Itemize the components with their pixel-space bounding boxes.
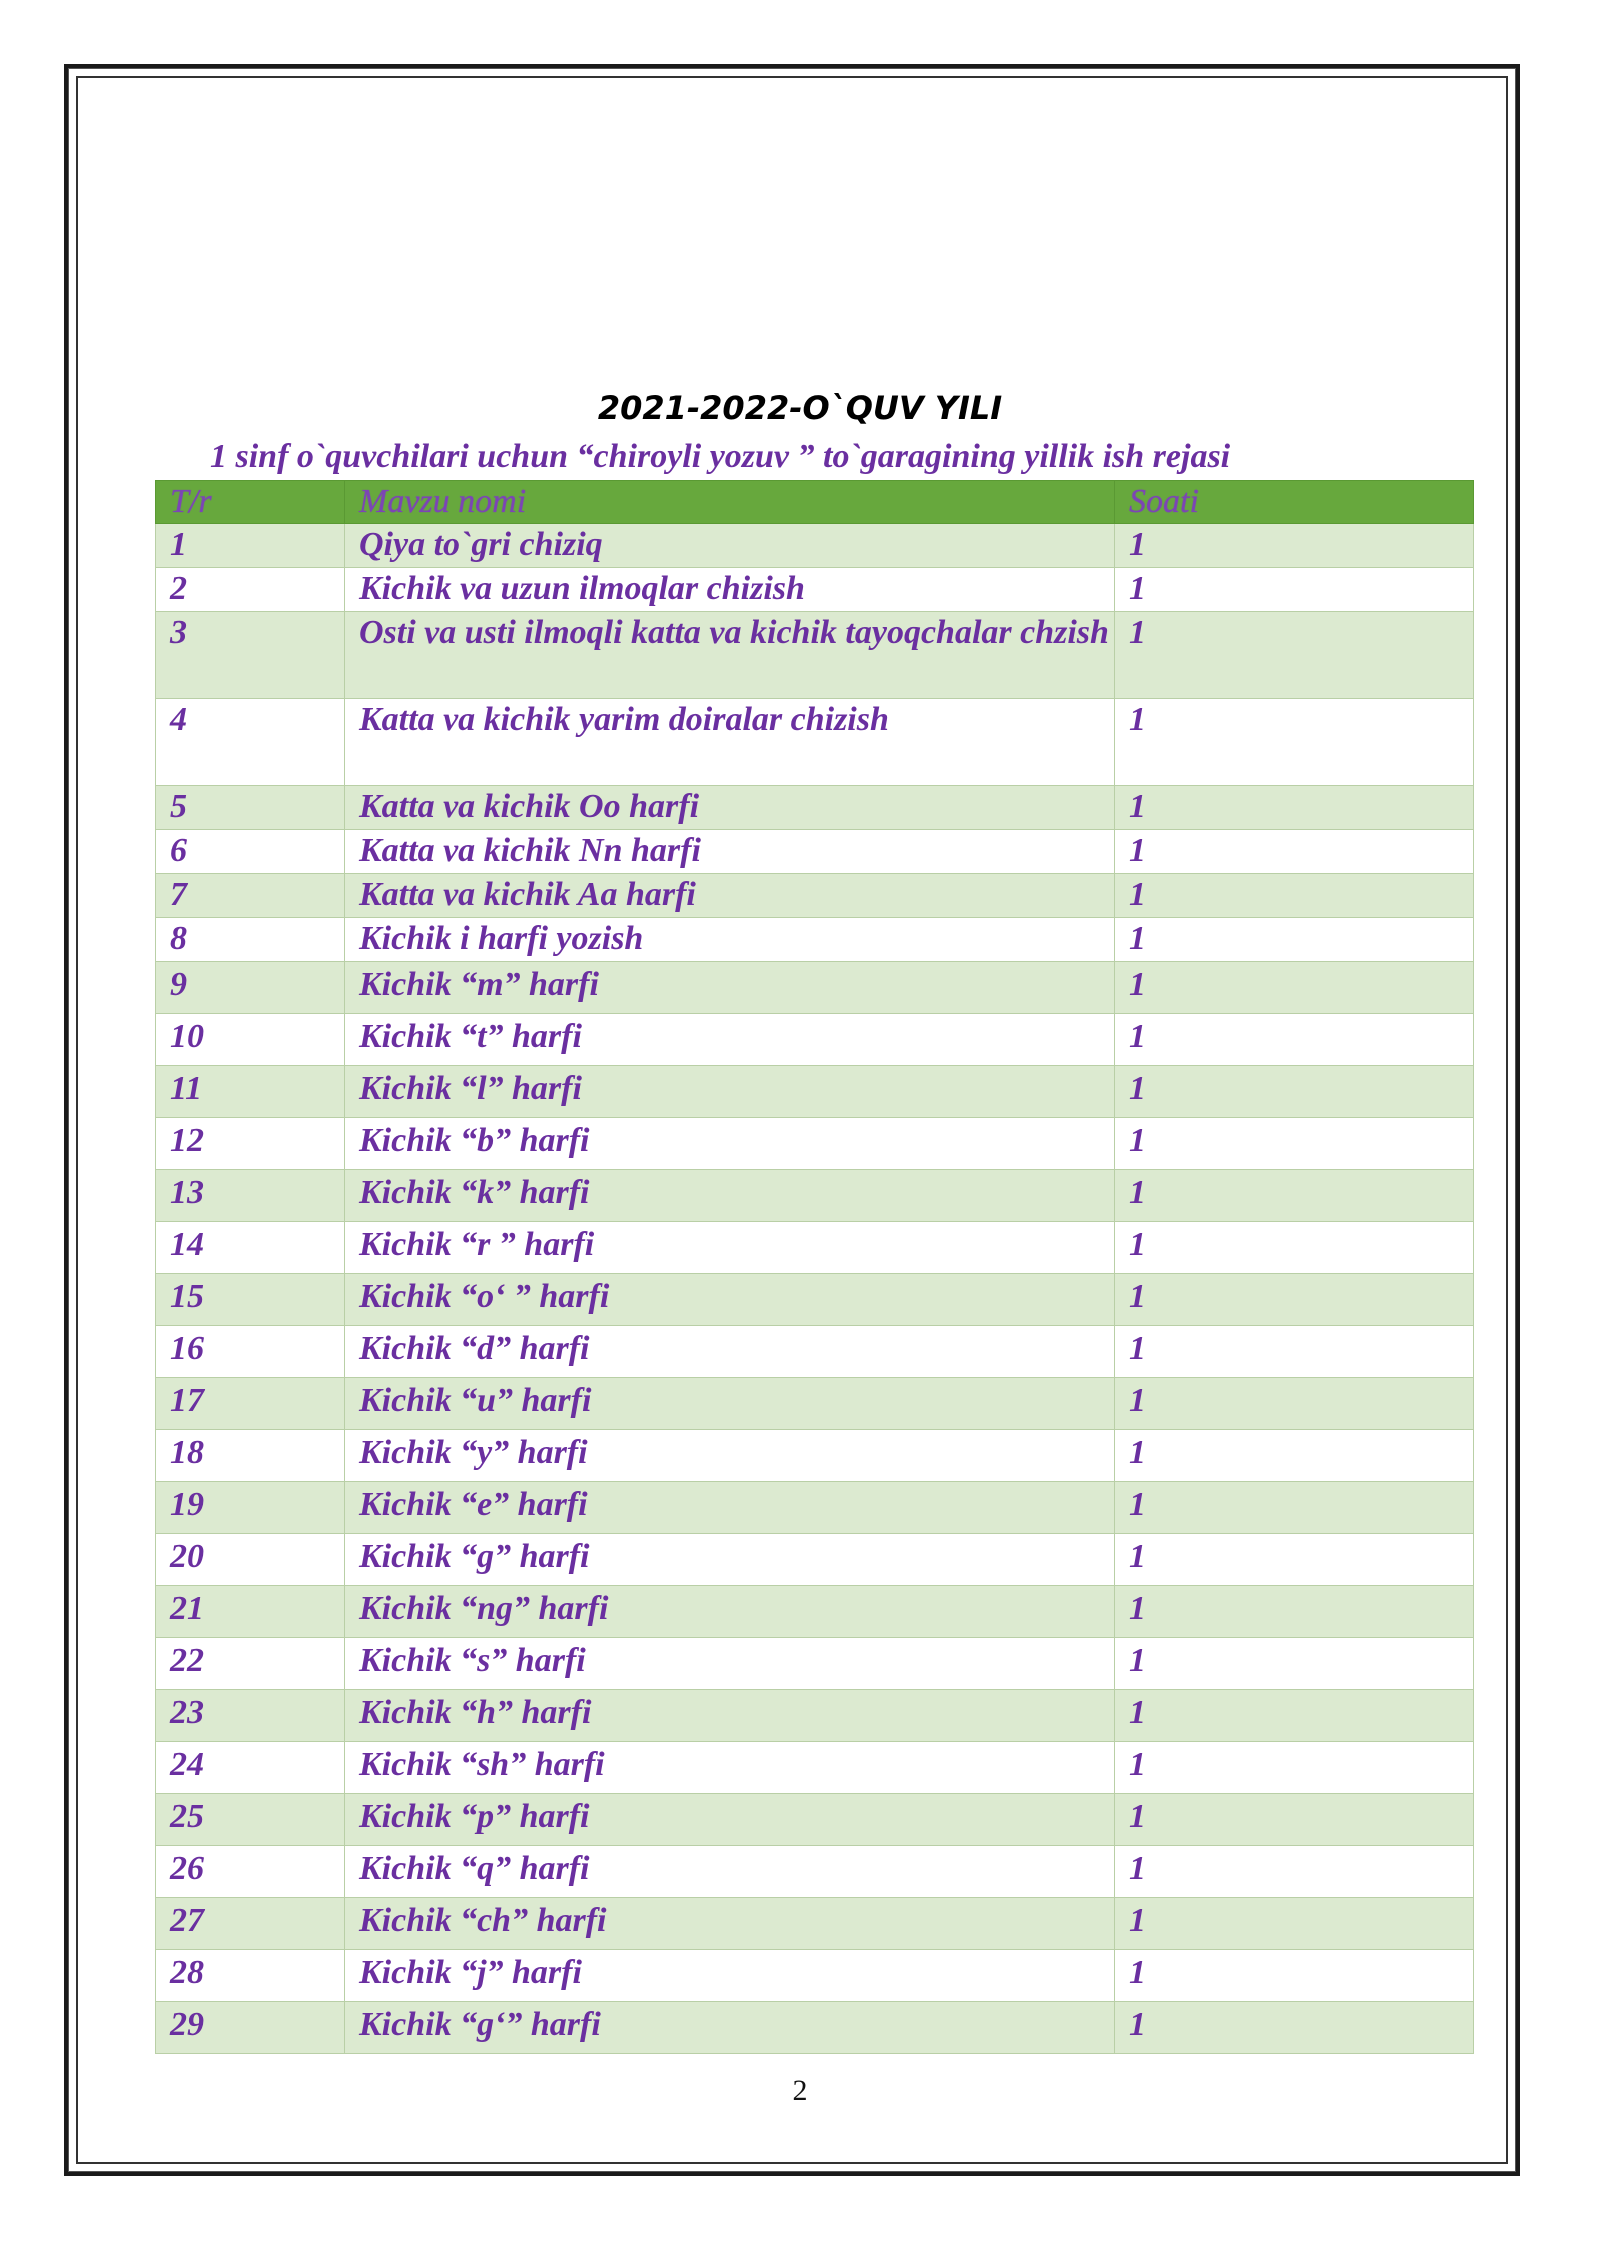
row-hours-cell: 1 <box>1115 1222 1474 1274</box>
table-row <box>156 918 1474 962</box>
row-number-cell: 10 <box>156 1014 345 1066</box>
row-hours-cell: 1 <box>1115 1534 1474 1586</box>
row-topic-cell: Kichik “q” harfi <box>345 1846 1115 1898</box>
row-number-cell: 27 <box>156 1898 345 1950</box>
plan-subtitle: 1 sinf o`quvchilari uchun “chiroyli yozuv ” to`garagining yillik ish rejasi <box>210 438 1231 475</box>
row-number-cell: 11 <box>156 1066 345 1118</box>
table-row <box>156 568 1474 612</box>
table-row <box>156 1326 1474 1378</box>
table-row <box>156 1430 1474 1482</box>
row-topic-cell: Kichik “y” harfi <box>345 1430 1115 1482</box>
row-topic-cell: Kichik “p” harfi <box>345 1794 1115 1846</box>
table-row <box>156 1898 1474 1950</box>
row-number-cell: 20 <box>156 1534 345 1586</box>
row-topic-cell: Kichik “g‘” harfi <box>345 2002 1115 2054</box>
row-topic-cell: Kichik “b” harfi <box>345 1118 1115 1170</box>
row-number-cell: 2 <box>156 568 345 612</box>
column-header-hours: Soati <box>1115 481 1474 524</box>
row-number-cell: 18 <box>156 1430 345 1482</box>
table-row <box>156 1378 1474 1430</box>
table-row <box>156 1950 1474 2002</box>
column-header-topic: Mavzu nomi <box>345 481 1115 524</box>
row-topic-cell: Katta va kichik Aa harfi <box>345 874 1115 918</box>
row-topic-cell: Kichik “o‘ ” harfi <box>345 1274 1115 1326</box>
row-hours-cell: 1 <box>1115 874 1474 918</box>
row-topic-cell: Kichik “s” harfi <box>345 1638 1115 1690</box>
row-topic-cell: Kichik “j” harfi <box>345 1950 1115 2002</box>
row-topic-cell: Kichik “g” harfi <box>345 1534 1115 1586</box>
row-topic-cell: Kichik “h” harfi <box>345 1690 1115 1742</box>
row-hours-cell: 1 <box>1115 1326 1474 1378</box>
row-number-cell: 13 <box>156 1170 345 1222</box>
row-topic-cell: Kichik “k” harfi <box>345 1170 1115 1222</box>
row-topic-cell: Kichik “e” harfi <box>345 1482 1115 1534</box>
row-number-cell: 5 <box>156 786 345 830</box>
row-number-cell: 23 <box>156 1690 345 1742</box>
row-hours-cell: 1 <box>1115 1586 1474 1638</box>
row-number-cell: 16 <box>156 1326 345 1378</box>
row-hours-cell: 1 <box>1115 568 1474 612</box>
row-number-cell: 7 <box>156 874 345 918</box>
row-hours-cell: 1 <box>1115 1170 1474 1222</box>
table-row <box>156 786 1474 830</box>
table-row <box>156 1534 1474 1586</box>
row-hours-cell: 1 <box>1115 1794 1474 1846</box>
row-number-cell: 21 <box>156 1586 345 1638</box>
table-row <box>156 699 1474 786</box>
row-number-cell: 12 <box>156 1118 345 1170</box>
row-hours-cell: 1 <box>1115 699 1474 786</box>
row-topic-cell: Kichik “u” harfi <box>345 1378 1115 1430</box>
table-row <box>156 1690 1474 1742</box>
row-hours-cell: 1 <box>1115 1066 1474 1118</box>
row-number-cell: 6 <box>156 830 345 874</box>
table-row <box>156 1274 1474 1326</box>
row-topic-cell: Osti va usti ilmoqli katta va kichik tayoqchalar chzish <box>345 612 1115 699</box>
row-topic-cell: Kichik i harfi yozish <box>345 918 1115 962</box>
work-plan-table <box>155 480 1474 2054</box>
row-hours-cell: 1 <box>1115 1898 1474 1950</box>
table-row <box>156 1586 1474 1638</box>
table-row <box>156 1638 1474 1690</box>
row-hours-cell: 1 <box>1115 1950 1474 2002</box>
page-number: 2 <box>792 2074 808 2107</box>
row-hours-cell: 1 <box>1115 1118 1474 1170</box>
row-hours-cell: 1 <box>1115 1378 1474 1430</box>
table-row <box>156 2002 1474 2054</box>
row-number-cell: 4 <box>156 699 345 786</box>
table-row <box>156 962 1474 1014</box>
table-row <box>156 1014 1474 1066</box>
row-number-cell: 17 <box>156 1378 345 1430</box>
row-hours-cell: 1 <box>1115 1690 1474 1742</box>
table-row <box>156 1222 1474 1274</box>
row-hours-cell: 1 <box>1115 1274 1474 1326</box>
row-hours-cell: 1 <box>1115 524 1474 568</box>
table-row <box>156 1742 1474 1794</box>
table-row <box>156 612 1474 699</box>
row-number-cell: 24 <box>156 1742 345 1794</box>
row-topic-cell: Katta va kichik Nn harfi <box>345 830 1115 874</box>
table-row <box>156 830 1474 874</box>
row-topic-cell: Katta va kichik yarim doiralar chizish <box>345 699 1115 786</box>
row-number-cell: 28 <box>156 1950 345 2002</box>
row-number-cell: 14 <box>156 1222 345 1274</box>
row-number-cell: 15 <box>156 1274 345 1326</box>
row-hours-cell: 1 <box>1115 830 1474 874</box>
table-row <box>156 1482 1474 1534</box>
row-hours-cell: 1 <box>1115 1482 1474 1534</box>
table-header-row <box>156 481 1474 524</box>
column-header-number: T/r <box>156 481 345 524</box>
row-number-cell: 3 <box>156 612 345 699</box>
row-number-cell: 19 <box>156 1482 345 1534</box>
row-topic-cell: Qiya to`gri chiziq <box>345 524 1115 568</box>
row-topic-cell: Kichik “sh” harfi <box>345 1742 1115 1794</box>
row-topic-cell: Kichik va uzun ilmoqlar chizish <box>345 568 1115 612</box>
year-title: 2021-2022-O`QUV YILI <box>597 389 1003 427</box>
row-hours-cell: 1 <box>1115 1742 1474 1794</box>
row-topic-cell: Katta va kichik Oo harfi <box>345 786 1115 830</box>
row-hours-cell: 1 <box>1115 1014 1474 1066</box>
row-number-cell: 1 <box>156 524 345 568</box>
row-hours-cell: 1 <box>1115 1430 1474 1482</box>
table-body <box>156 524 1474 2054</box>
row-hours-cell: 1 <box>1115 918 1474 962</box>
row-number-cell: 8 <box>156 918 345 962</box>
table-row <box>156 874 1474 918</box>
row-topic-cell: Kichik “m” harfi <box>345 962 1115 1014</box>
row-topic-cell: Kichik “t” harfi <box>345 1014 1115 1066</box>
row-topic-cell: Kichik “ch” harfi <box>345 1898 1115 1950</box>
row-number-cell: 9 <box>156 962 345 1014</box>
table-row <box>156 1794 1474 1846</box>
row-topic-cell: Kichik “l” harfi <box>345 1066 1115 1118</box>
table-row <box>156 524 1474 568</box>
row-number-cell: 26 <box>156 1846 345 1898</box>
row-number-cell: 29 <box>156 2002 345 2054</box>
row-hours-cell: 1 <box>1115 612 1474 699</box>
row-hours-cell: 1 <box>1115 1846 1474 1898</box>
row-topic-cell: Kichik “r ” harfi <box>345 1222 1115 1274</box>
row-hours-cell: 1 <box>1115 2002 1474 2054</box>
row-hours-cell: 1 <box>1115 962 1474 1014</box>
table-row <box>156 1118 1474 1170</box>
row-topic-cell: Kichik “d” harfi <box>345 1326 1115 1378</box>
table-row <box>156 1066 1474 1118</box>
row-hours-cell: 1 <box>1115 786 1474 830</box>
row-number-cell: 25 <box>156 1794 345 1846</box>
row-number-cell: 22 <box>156 1638 345 1690</box>
row-topic-cell: Kichik “ng” harfi <box>345 1586 1115 1638</box>
row-hours-cell: 1 <box>1115 1638 1474 1690</box>
table-row <box>156 1846 1474 1898</box>
table-row <box>156 1170 1474 1222</box>
